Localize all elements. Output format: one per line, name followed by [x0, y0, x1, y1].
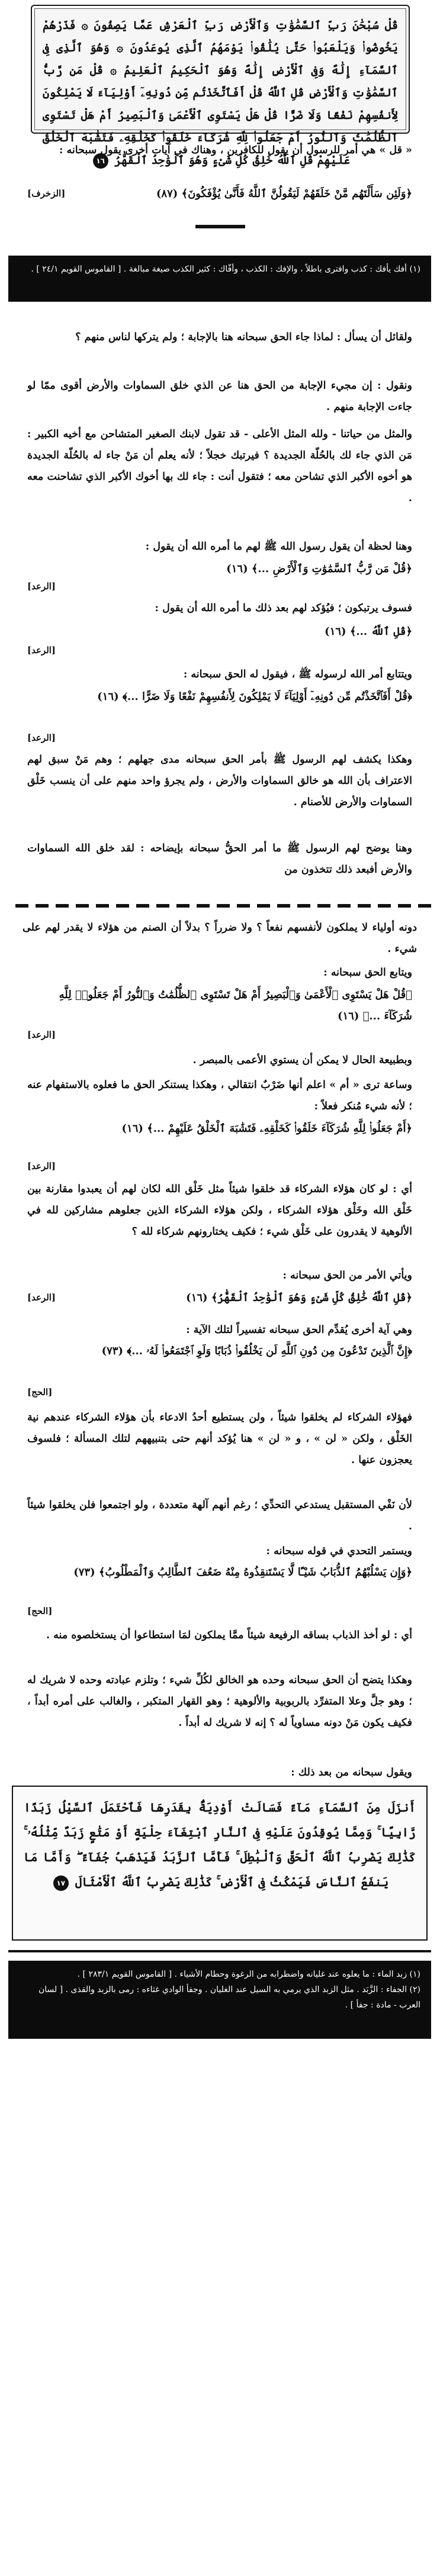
paragraph: وهكذا يتضح أن الحق سبحانه وحده هو الخالق لكُلِّ شيء ؛ وتلزم عبادته وحده لا شريك له ؛ وهو جلَّ وعلا المتفرِّد بالربوبية والألوهية ؛ وهو القهار المتكبر ، والغالب على أمره أبداً ، فكيف يكون مَنْ دونه مساوياً له ؟ إنه لا شريك له أبداً . — [27, 1674, 412, 1729]
intro-verse: ﴿وَلَئِن سَأَلْتَهُم مَّنْ خَلَقَهُمْ لَيَقُولُنَّ ٱللَّهُ فَأَنَّىٰ يُؤْفَكُونَ﴾ (٨٧) — [156, 188, 412, 200]
surah-reference: [الرعد] — [27, 1161, 56, 1171]
verse-quote: ﴿قُلْ مَن رَّبُّ ٱلسَّمَٰوَٰتِ وَٱلْأَرْضِ ...﴾ (١٦) — [226, 563, 412, 575]
paragraph: ويتابع الحق سبحانه : — [323, 967, 412, 979]
paragraph: ويأتي الأمر من الحق سبحانه : — [282, 1270, 412, 1281]
paragraph: وهي آية أخرى يُقدِّم الحق سبحانه تفسيراً لتلك الآية : — [186, 1324, 412, 1336]
separator — [195, 225, 245, 228]
quran-verse-frame — [12, 1786, 428, 1941]
paragraph: فهؤلاء الشركاء لم يخلقوا شيئاً ، ولن يستطيع أحدُ الادعاء بأن هؤلاء الشركاء عندهم نية الخَلْق ، ولكن « لن » ، و « لن » هنا يُؤكد أنهم حتى بتنبيههم لتلك المسألة ؛ فلسوف يعجزون عنها . — [27, 1412, 412, 1466]
paragraph: وبطبيعة الحال لا يمكن أن يستوي الأعمى بالمبصر . — [192, 1054, 412, 1066]
ayah-number-icon: ١٧ — [53, 1875, 69, 1891]
verse-quote: ﴿أَمْ جَعَلُوا۟ لِلَّهِ شُرَكَآءَ خَلَقُوا۟ كَخَلْقِهِۦ فَتَشَٰبَهَ ٱلْخَلْقُ عَلَيْهِمْ ...﴾ (١٦) — [121, 1122, 412, 1135]
paragraph: أي : لو كان هؤلاء الشركاء قد خلقوا شيئاً مثل خَلْق الله لكان لهم أن يعبدوا مقارنة بين خَلْق الله وخَلْق هؤلاء الشركاء ، ولكن هؤلاء الشركاء الذين جعلوهم مشاركين لله في الألوهية لا يقدرون على خَلْق شيء ؛ فكيف يختارونهم شركاء لله ؟ — [27, 1183, 412, 1238]
footnote-text: (١) أفك يأفك : كذب وافترى باطلاً ، والإفك : الكذب ، وأفّاك : كثير الكذب صيغة مبالغة . [ القاموس القويم ٢٤/١ ] . — [31, 264, 420, 274]
paragraph: وهنا يوضح لهم الرسول ﷺ ما أمر الحقُّ سبحانه بإيضاحه : لقد خلق الله السماوات والأرض أفبعد ذلك تتخذون من — [27, 842, 412, 876]
blank-area — [0, 2047, 440, 2576]
verse-quote: ﴿وَإِن يَسْلُبْهُمُ ٱلذُّبَابُ شَيْـًٔا لَّا يَسْتَنقِذُوهُ مِنْهُ ضَعُفَ ٱلطَّالِبُ وَٱلْمَطْلُوبُ﴾ (٧٣) — [73, 1566, 412, 1578]
quran-verse-text: أَنزَلَ مِنَ ٱلسَّمَآءِ مَآءً فَسَالَتْ أَوْدِيَةٌۢ بِقَدَرِهَا فَٱحْتَمَلَ ٱلسَّيْلُ زَبَدًا رَّابِيًا ۚ وَمِمَّا يُوقِدُونَ عَلَيْهِ فِى ٱلنَّارِ ٱبْتِغَآءَ حِلْيَةٍ أَوْ مَتَٰعٍ زَبَدٌ مِّثْلُهُۥ ۚ كَذَٰلِكَ يَضْرِبُ ٱللَّهُ ٱلْحَقَّ وَٱلْبَٰطِلَ ۚ فَأَمَّا ٱلزَّبَدُ فَيَذْهَبُ جُفَآءً ۖ وَأَمَّا مَا يَنفَعُ ٱلنَّاسَ فَيَمْكُثُ فِى ٱلْأَرْضِ ۚ كَذَٰلِكَ يَضْرِبُ ٱللَّهُ ٱلْأَمْثَالَ ١٧ — [24, 1795, 416, 1894]
paragraph: فسوف يرتبكون ؛ فيُؤكد لهم بعد ذلك ما أمره الله أن يقول : — [155, 602, 412, 614]
paragraph: وساعة ترى « أم » اعلم أنها ضَرْبٌ انتقالي ، وهكذا يستنكر الحق ما فعلوه بالاستفهام عنه ؛ لأنه شيء مُنكر فعلاً : — [27, 1079, 412, 1112]
separator — [8, 1950, 431, 1952]
ayah-number-icon: ١٦ — [93, 153, 108, 169]
paragraph: أي : لو أخذ الذباب بساقه الرفيعة شيئاً ممَّا يملكون لمَا استطاعوا أن يستخلصوه منه . — [46, 1629, 412, 1641]
paragraph: ولقائل أن يسأل : لماذا جاء الحق سبحانه هنا بالإجابة ؛ ولم يتركها لناس منهم ؟ — [75, 331, 412, 343]
surah-reference: [الرعد] — [27, 732, 56, 743]
footnote-text: (١) زبد الماء : ما يعلوه عند غليانه واضطرابه من الرغوة وحطام الأشياء . [ القاموس القويم ٢٨٣/١ ] . — [77, 1970, 420, 1979]
paragraph: والمثل من حياتنا - ولله المثل الأعلى - قد تقول لابنك الصغير المتشاحن مع أخيه الكبير : مَن الذي جاء لك بالحُلّة الجديدة ؟ فيرتبك خجلاً ؛ لأنه يعلم أن مَنْ جاء له بالحُلّة الجديدة هو أخوه الأكبر الذي تشاحن معه ؛ فتقول أنت : جاء لك بها أخوك الأكبر الذي تشاحنت معه . — [27, 428, 412, 504]
surah-reference: [الرعد] — [27, 1292, 56, 1303]
intro-paragraph: « قل » هي أمر للرسول أن يقول للكافرين ، وهناك في آيات أخرى يقول سبحانه : — [59, 144, 412, 156]
paragraph: ويتتابع أمر الله لرسوله ﷺ ، فيقول له الحق سبحانه : — [183, 669, 412, 680]
paragraph: ويستمر التحدي في قوله سبحانه : — [266, 1545, 412, 1557]
surah-reference: [الحج] — [27, 1606, 53, 1616]
verse-quote: ﴿قُلِ ٱللَّهُ ...﴾ (١٦) — [325, 625, 412, 638]
surah-reference: [الرعد] — [27, 645, 56, 656]
footnote-band — [8, 1961, 431, 2039]
page-break — [8, 904, 431, 908]
footnote-band — [8, 256, 431, 302]
paragraph: ونقول : إن مجيء الإجابة من الحق هنا عن الذي خلق السماوات والأرض أقوى ممّا لو جاءت الإجابة منهم . — [27, 380, 412, 413]
paragraph: وهكذا يكشف لهم الرسول ﷺ بأمر الحق سبحانه مدى جهلهم ؛ وهم مَنْ سبق لهم الاعتراف بأن الله هو خالق السماوات والأرض ، ولم يجرؤ واحد منهم على أن ينسب خَلْق السماوات والأرض للأصنام . — [27, 754, 412, 808]
surah-reference: [الرعد] — [27, 581, 56, 592]
quran-verse-text: قُلْ سُبْحَٰنَ رَبِّ ٱلسَّمَٰوَٰتِ وَٱلْأَرْضِ رَبِّ ٱلْعَرْشِ عَمَّا يَصِفُونَ ۞ فَذَرْهُمْ يَخُوضُوا۟ وَيَلْعَبُوا۟ حَتَّىٰ يُلَٰقُوا۟ يَوْمَهُمُ ٱلَّذِى يُوعَدُونَ ۞ وَهُوَ ٱلَّذِى فِى ٱلسَّمَآءِ إِلَٰهٌ وَفِى ٱلْأَرْضِ إِلَٰهٌ وَهُوَ ٱلْحَكِيمُ ٱلْعَلِيمُ ۞ قُلْ مَن رَّبُّ ٱلسَّمَٰوَٰتِ وَٱلْأَرْضِ قُلِ ٱللَّهُ قُلْ أَفَٱتَّخَذْتُم مِّن دُونِهِۦٓ أَوْلِيَآءَ لَا يَمْلِكُونَ لِأَنفُسِهِمْ نَفْعًا وَلَا ضَرًّا قُلْ هَلْ يَسْتَوِى ٱلْأَعْمَىٰ وَٱلْبَصِيرُ أَمْ هَلْ تَسْتَوِى ٱلظُّلُمَٰتُ وَٱلنُّورُ أَمْ جَعَلُوا۟ لِلَّهِ شُرَكَآءَ خَلَقُوا۟ كَخَلْقِهِۦ فَتَشَٰبَهَ ٱلْخَلْقُ عَلَيْهِمْ قُلِ ٱللَّهُ خَٰلِقُ كُلِّ شَىْءٍ وَهُوَ ٱلْوَٰحِدُ ٱلْقَهَّٰرُ ١٦ — [43, 14, 398, 172]
surah-reference: [الرعد] — [27, 1029, 56, 1040]
paragraph: لأن نَفْي المستقبل يستدعي التحدِّي ؛ رغم أنهم آلهة متعددة ، ولو اجتمعوا فلن يخلقوا شيئاً . — [27, 1499, 412, 1532]
paragraph: دونه أولياء لا يملكون لأنفسهم نفعاً ؟ ولا ضرراً ؟ بدلاً أن الصنم من هؤلاء لا يقدر لهم على شيء . — [23, 922, 417, 955]
verse-quote: ﴿إِنَّ ٱلَّذِينَ تَدْعُونَ مِن دُونِ ٱللَّهِ لَن يَخْلُقُوا۟ ذُبَابًا وَلَوِ ٱجْتَمَعُوا۟ لَهُۥ ...﴾ (٧٣) — [101, 1345, 412, 1357]
verse-quote: ﴿قُلْ أَفَٱتَّخَذْتُم مِّن دُونِهِۦٓ أَوْلِيَآءَ لَا يَمْلِكُونَ لِأَنفُسِهِمْ نَفْعًا وَلَا ضَرًّا ...﴾ (١٦) — [97, 690, 412, 703]
paragraph: ويقول سبحانه من بعد ذلك : — [291, 1767, 412, 1778]
footnote-text: (٢) الجفاء : الزَّبَد . مثل الزبد الذي يرمي به السيل عند الغليان . وجفأ الوادي غثاءه : رمى بالزبد والقذى . [ لسان العرب - مادة : جفأ ] . — [38, 1985, 420, 2010]
surah-reference: [الحج] — [27, 1387, 53, 1397]
surah-reference: [الزخرف] — [27, 188, 66, 199]
verse-quote: ﴿قُلْ هَلْ يَسْتَوِى ٱلْأَعْمَىٰ وَٱلْبَصِيرُ أَمْ هَلْ تَسْتَوِى ٱلظُّلُمَٰتُ وَٱلنُّورُ أَمْ جَعَلُوا۟ لِلَّهِ شُرَكَآءَ ...﴾ (١٦) — [59, 989, 412, 1022]
paragraph: وهنا لحظة أن يقول رسول الله ﷺ لهم ما أمره الله أن يقول : — [145, 541, 412, 553]
verse-quote: ﴿قُلِ ٱللَّهُ خَٰلِقُ كُلِّ شَىْءٍ وَهُوَ ٱلْوَٰحِدُ ٱلْقَهَّٰرُ﴾ (١٦) — [186, 1292, 412, 1304]
